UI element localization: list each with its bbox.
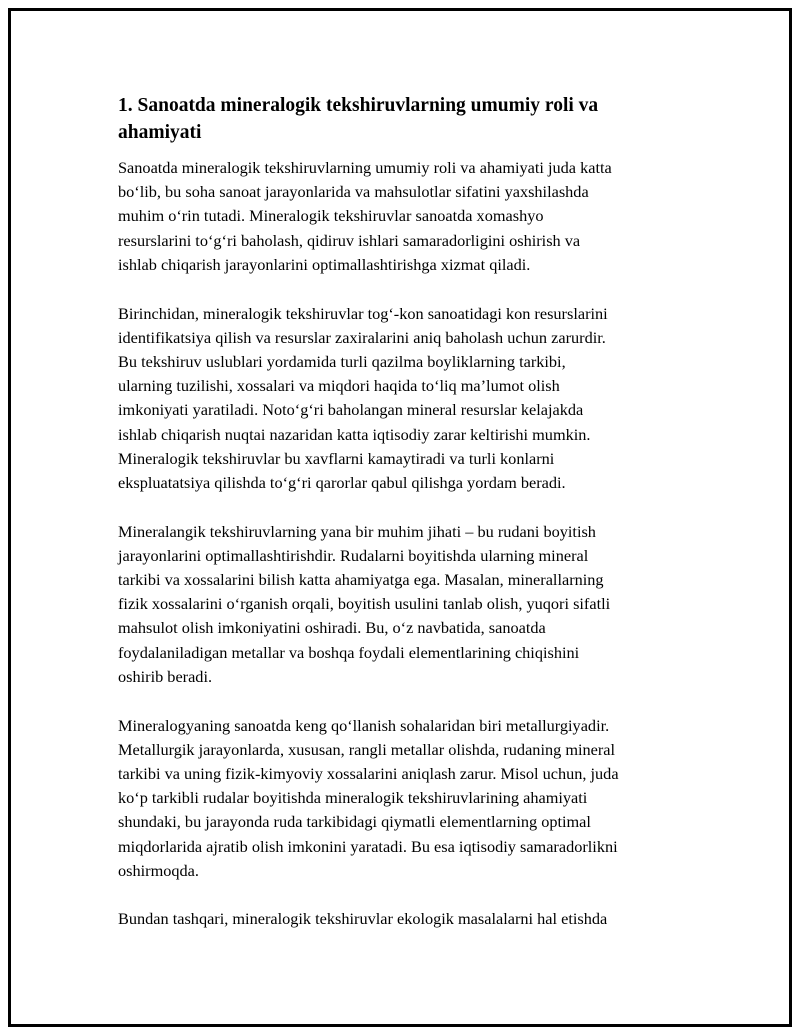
document-body [118,92,688,956]
paragraph-4 [118,714,688,883]
text-line: fizik xossalarini o‘rganish orqali, boyitish usulini tanlab olish, yuqori sifatli [118,594,611,614]
text-line: ko‘p tarkibli rudalar boyitishda mineralogik tekshiruvlarining ahamiyati [118,788,588,808]
text-line: Bundan tashqari, mineralogik tekshiruvlar ekologik masalalarni hal etishda [118,909,608,929]
text-line: Bu tekshiruv uslublari yordamida turli qazilma boyliklarning tarkibi, [118,351,566,371]
text-line: ishlab chiqarish jarayonlarini optimallashtirishga xizmat qiladi. [118,254,531,274]
text-line: oshirmoqda. [118,860,199,880]
heading-line: ahamiyati [118,122,202,143]
text-line: Mineralogyaning sanoatda keng qo‘llanish sohalaridan biri metallurgiyadir. [118,715,610,735]
text-line: jarayonlarini optimallashtirishdir. Rudalarni boyitishda ularning mineral [118,545,589,565]
text-line: ularning tuzilishi, xossalari va miqdori haqida to‘liq ma’lumot olish [118,376,560,396]
text-line: imkoniyati yaratiladi. Noto‘g‘ri baholangan mineral resurslar kelajakda [118,400,584,420]
text-line: shundaki, bu jarayonda ruda tarkibidagi qiymatli elementlarning optimal [118,812,591,832]
text-line: tarkibi va xossalarini bilish katta ahamiyatga ega. Masalan, minerallarning [118,570,604,590]
heading-line: 1. Sanoatda mineralogik tekshiruvlarning umumiy roli va [118,95,599,116]
text-line: tarkibi va uning fizik-kimyoviy xossalarini aniqlash zarur. Misol uchun, juda [118,763,619,783]
text-line: bo‘lib, bu soha sanoat jarayonlarida va mahsulotlar sifatini yaxshilashda [118,182,589,202]
text-line: ishlab chiqarish nuqtai nazaridan katta iqtisodiy zarar keltirishi mumkin. [118,424,591,444]
paragraph-5 [118,907,688,931]
text-line: foydalaniladigan metallar va boshqa foydali elementlarining chiqishini [118,642,580,662]
text-line: ekspluatatsiya qilishda to‘g‘ri qarorlar qabul qilishga yordam beradi. [118,472,566,492]
text-line: Mineralangik tekshiruvlarning yana bir muhim jihati – bu rudani boyitish [118,521,596,541]
text-line: mahsulot olish imkoniyatini oshiradi. Bu, o‘z navbatida, sanoatda [118,618,546,638]
text-line: Metallurgik jarayonlarda, xususan, rangli metallar olishda, rudaning mineral [118,739,616,759]
text-line: Sanoatda mineralogik tekshiruvlarning umumiy roli va ahamiyati juda katta [118,158,612,177]
text-line: identifikatsiya qilish va resurslar zaxiralarini aniq baholash uchun zarurdir. [118,327,606,347]
paragraph-2 [118,302,688,496]
text-line: oshirib beradi. [118,666,213,686]
text-line: Birinchidan, mineralogik tekshiruvlar tog‘-kon sanoatidagi kon resurslarini [118,303,608,323]
text-line: muhim o‘rin tutadi. Mineralogik tekshiruvlar sanoatda xomashyo [118,206,544,226]
paragraph-1 [118,156,688,277]
paragraph-3 [118,520,688,689]
text-line: resurslarini to‘g‘ri baholash, qidiruv ishlari samaradorligini oshirish va [118,230,581,250]
text-line: miqdorlarida ajratib olish imkonini yaratadi. Bu esa iqtisodiy samaradorlikni [118,836,618,856]
section-heading [118,92,688,146]
text-line: Mineralogik tekshiruvlar bu xavflarni kamaytiradi va turli konlarni [118,448,555,468]
